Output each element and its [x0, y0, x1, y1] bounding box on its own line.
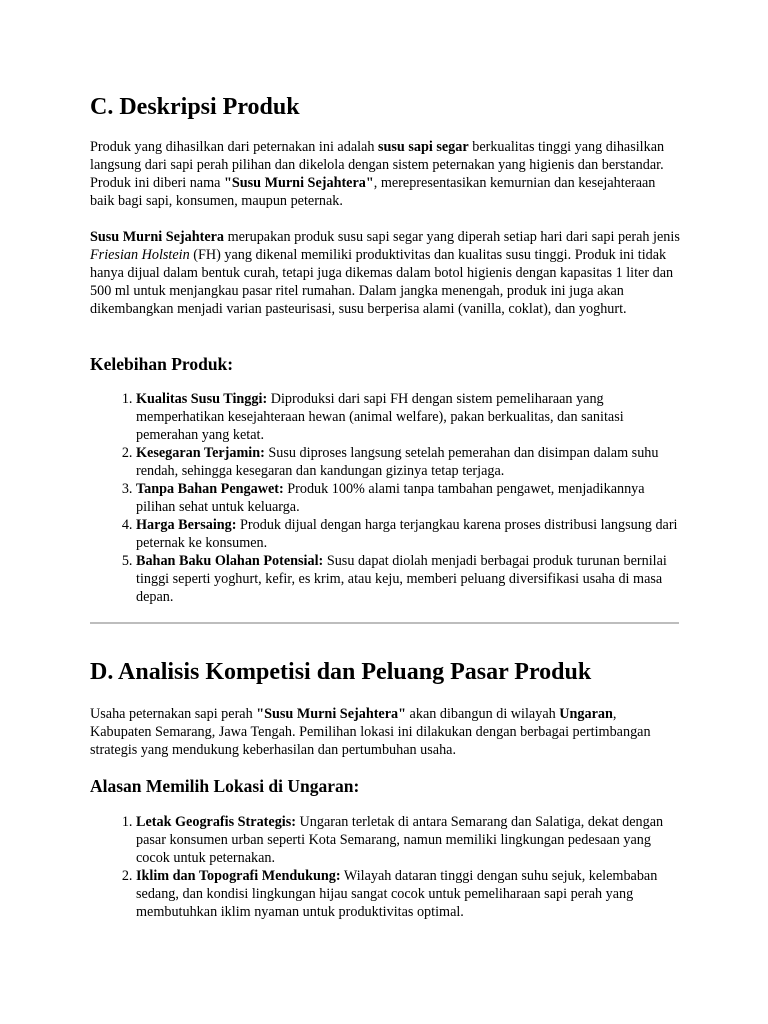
section-c-paragraph-2 [90, 228, 680, 318]
italic-run: Friesian Holstein [90, 247, 190, 263]
item-label: Kesegaran Terjamin: [136, 445, 265, 461]
text-run: (FH) yang dikenal memiliki produktivitas dan kualitas susu tinggi. Produk ini tidak hanya dijual dalam bentuk curah, tetapi juga dikemas dalam botol higienis dengan kapasitas 1 liter dan 500 ml untuk menjangkau pasar ritel rumahan. Dalam jangka menengah, produk ini juga akan dikembangkan menjadi varian pasteurisasi, susu berperisa alami (vanilla, coklat), dan yoghurt. [90, 247, 674, 317]
section-c-paragraph-1 [90, 138, 680, 210]
item-text: Wilayah dataran tinggi dengan suhu sejuk, kelembaban sedang, dan kondisi lingkungan hijau sangat cocok untuk pemeliharaan sapi perah yang membutuhkan iklim nyaman untuk produktivitas optimal. [136, 868, 658, 920]
item-text: Susu dapat diolah menjadi berbagai produk turunan bernilai tinggi seperti yoghurt, kefir, es krim, atau keju, memberi peluang diversifikasi usaha di masa depan. [136, 553, 667, 605]
item-text: Susu diproses langsung setelah pemerahan dan disimpan dalam suhu rendah, sehingga kesegaran dan kandungan gizinya tetap terjaga. [136, 445, 659, 479]
item-label: Letak Geografis Strategis: [136, 814, 296, 830]
item-label: Tanpa Bahan Pengawet: [136, 481, 284, 497]
section-d-paragraph-1 [90, 705, 680, 759]
item-text: Produk 100% alami tanpa tambahan pengawet, menjadikannya pilihan sehat untuk keluarga. [136, 481, 645, 515]
text-run: Usaha peternakan sapi perah [90, 706, 257, 722]
item-text: Ungaran terletak di antara Semarang dan Salatiga, dekat dengan pasar konsumen urban seperti Kota Semarang, namun memiliki lingkungan pedesaan yang cocok untuk peternakan. [136, 814, 664, 866]
advantages-heading: Kelebihan Produk: [90, 354, 234, 374]
item-text: Produk dijual dengan harga terjangkau karena proses distribusi langsung dari peternak ke konsumen. [136, 517, 678, 551]
bold-run: Ungaran [559, 706, 613, 722]
bold-run: "Susu Murni Sejahtera" [256, 706, 406, 722]
item-label: Iklim dan Topografi Mendukung: [136, 868, 341, 884]
list-item [136, 552, 680, 606]
bold-run: Susu Murni Sejahtera [90, 229, 225, 245]
list-item [136, 516, 680, 552]
list-item [136, 390, 680, 444]
text-run: akan dibangun di wilayah [406, 706, 560, 722]
text-run: , Kabupaten Semarang, Jawa Tengah. Pemilihan lokasi ini dilakukan dengan berbagai pertimbangan strategis yang mendukung keberhasilan dan pertumbuhan usaha. [90, 706, 651, 758]
text-run: merupakan produk susu sapi segar yang diperah setiap hari dari sapi perah jenis [224, 229, 680, 245]
text-run: , merepresentasikan kemurnian dan kesejahteraan baik bagi sapi, konsumen, maupun peternak. [90, 175, 656, 209]
text-run: berkualitas tinggi yang dihasilkan langsung dari sapi perah pilihan dan dikelola dengan sistem peternakan yang higienis dan berstandar. Produk ini diberi nama [90, 139, 665, 191]
reasons-list [90, 813, 680, 921]
reasons-heading: Alasan Memilih Lokasi di Ungaran: [90, 776, 360, 796]
item-text: Diproduksi dari sapi FH dengan sistem pemeliharaan yang memperhatikan kesejahteraan hewan (animal welfare), pakan berkualitas, dan sanitasi pemerahan yang ketat. [136, 391, 624, 443]
bold-run: susu sapi segar [378, 139, 469, 155]
list-item [136, 867, 680, 921]
item-label: Kualitas Susu Tinggi: [136, 391, 268, 407]
advantages-list [90, 390, 680, 606]
bold-run: "Susu Murni Sejahtera" [223, 175, 374, 191]
item-label: Harga Bersaing: [136, 517, 237, 533]
section-c-heading: C. Deskripsi Produk [90, 94, 300, 120]
list-item [136, 480, 680, 516]
text-run: Produk yang dihasilkan dari peternakan ini adalah [90, 139, 378, 155]
item-label: Bahan Baku Olahan Potensial: [136, 553, 324, 569]
list-item [136, 444, 680, 480]
list-item [136, 813, 680, 867]
section-d-heading: D. Analisis Kompetisi dan Peluang Pasar Produk [90, 659, 592, 685]
section-divider [90, 622, 679, 624]
